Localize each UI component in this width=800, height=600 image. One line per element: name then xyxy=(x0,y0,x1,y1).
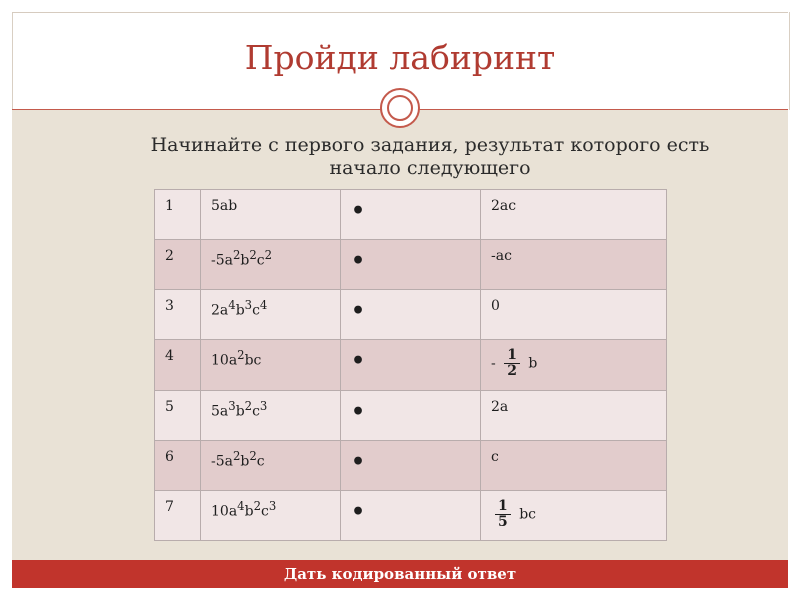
row-answer: -ac xyxy=(481,240,667,290)
top-border xyxy=(12,12,788,13)
row-expression: 5ab xyxy=(201,190,341,240)
row-answer: c xyxy=(481,440,667,490)
row-number: 1 xyxy=(155,190,201,240)
footer-text: Дать кодированный ответ xyxy=(283,565,517,583)
multiply-dot-icon: • xyxy=(341,340,481,390)
instruction-line-1: Начинайте с первого задания, результат которого есть xyxy=(150,134,710,156)
row-number: 6 xyxy=(155,440,201,490)
instruction-line-2: начало следующего xyxy=(329,157,531,179)
row-answer: $\frac{1}{5}$ bc xyxy=(481,490,667,540)
row-expression: $10a^4b^2c^3$ xyxy=(201,490,341,540)
instruction-text xyxy=(40,134,800,180)
maze-table xyxy=(154,189,667,541)
table-row xyxy=(155,190,667,240)
multiply-dot-icon: • xyxy=(341,290,481,340)
table-row xyxy=(155,240,667,290)
row-number: 7 xyxy=(155,490,201,540)
multiply-dot-icon: • xyxy=(341,490,481,540)
row-expression: $10a^2bc$ xyxy=(201,340,341,390)
row-expression: $2a^4b^3c^4$ xyxy=(201,290,341,340)
row-expression: $5a^3b^2c^3$ xyxy=(201,390,341,440)
row-number: 4 xyxy=(155,340,201,390)
row-number: 5 xyxy=(155,390,201,440)
table-row xyxy=(155,340,667,390)
page-title: Пройди лабиринт xyxy=(244,38,556,77)
table-row xyxy=(155,290,667,340)
multiply-dot-icon: • xyxy=(341,440,481,490)
multiply-dot-icon: • xyxy=(341,390,481,440)
multiply-dot-icon: • xyxy=(341,240,481,290)
row-expression: $-5a^2b^2c$ xyxy=(201,440,341,490)
circle-ornament-icon xyxy=(380,88,420,128)
row-answer: 2ac xyxy=(481,190,667,240)
row-answer: 0 xyxy=(481,290,667,340)
row-number: 2 xyxy=(155,240,201,290)
row-answer: - $\frac{1}{2}$ b xyxy=(481,340,667,390)
row-expression: $-5a^2b^2c^2$ xyxy=(201,240,341,290)
row-answer: 2a xyxy=(481,390,667,440)
row-number: 3 xyxy=(155,290,201,340)
multiply-dot-icon: • xyxy=(341,190,481,240)
table-row xyxy=(155,490,667,540)
table-row xyxy=(155,390,667,440)
table-row xyxy=(155,440,667,490)
